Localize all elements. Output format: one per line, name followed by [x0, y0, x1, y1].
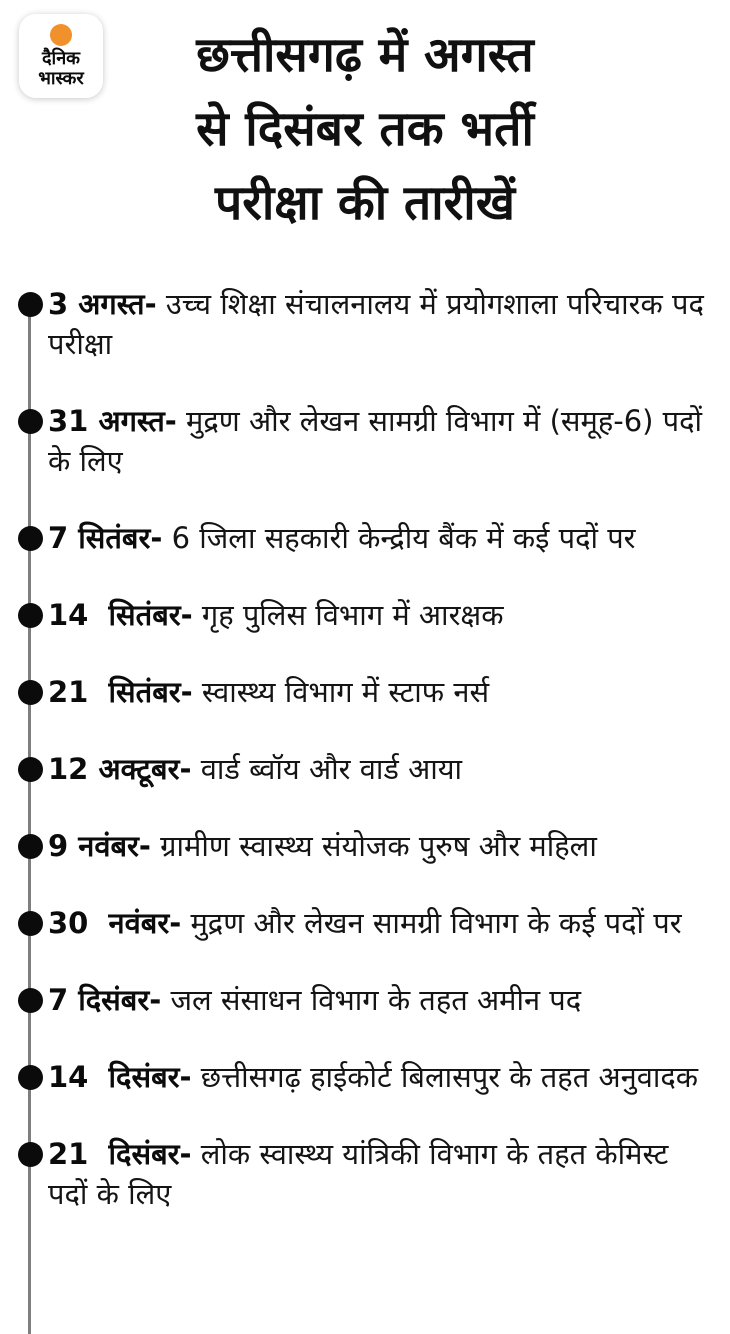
- timeline-list: [48, 284, 716, 1214]
- timeline-item-desc: छत्तीसगढ़ हाईकोर्ट बिलासपुर के तहत अनुवादक: [200, 1060, 698, 1094]
- bullet-dot-icon: [18, 603, 43, 628]
- bullet-dot-icon: [18, 526, 43, 551]
- timeline-item-desc: ग्रामीण स्वास्थ्य संयोजक पुरुष और महिला: [160, 829, 597, 863]
- page-title-line-3: परीक्षा की तारीखें: [214, 175, 515, 231]
- bullet-dot-icon: [18, 911, 43, 936]
- timeline-item-desc: लोक स्वास्थ्य यांत्रिकी विभाग के तहत केमिस्ट पदों के लिए: [48, 1137, 669, 1211]
- timeline-item: [48, 1134, 716, 1214]
- page-title-line-1: छत्तीसगढ़ में अगस्त: [196, 27, 534, 83]
- timeline-item: [48, 749, 716, 789]
- timeline-item: [48, 595, 716, 635]
- bullet-dot-icon: [18, 988, 43, 1013]
- dainik-bhaskar-logo: [19, 14, 103, 98]
- timeline-item: [48, 1057, 716, 1097]
- timeline-item-date: 21 सितंबर-: [48, 675, 193, 709]
- timeline-item-desc: उच्च शिक्षा संचालनालय में प्रयोगशाला परिचारक पद परीक्षा: [48, 287, 704, 361]
- timeline-item: [48, 980, 716, 1020]
- timeline-item-date: 9 नवंबर-: [48, 829, 151, 863]
- timeline-item-desc: स्वास्थ्य विभाग में स्टाफ नर्स: [201, 675, 490, 709]
- timeline-item: [48, 284, 716, 364]
- timeline-item-desc: जल संसाधन विभाग के तहत अमीन पद: [170, 983, 582, 1017]
- timeline-item: [48, 401, 716, 481]
- page-title-line-2: से दिसंबर तक भर्ती: [196, 101, 534, 157]
- page-title: [0, 0, 730, 240]
- timeline-item: [48, 903, 716, 943]
- logo-text-line1: दैनिक: [41, 47, 81, 69]
- bullet-dot-icon: [18, 757, 43, 782]
- timeline-item-date: 14 सितंबर-: [48, 598, 193, 632]
- timeline-item-desc: मुद्रण और लेखन सामग्री विभाग के कई पदों पर: [190, 906, 682, 940]
- bullet-dot-icon: [18, 1065, 43, 1090]
- timeline-item-date: 3 अगस्त-: [48, 287, 157, 321]
- logo-text-line2: भास्कर: [38, 67, 84, 89]
- timeline-item-date: 31 अगस्त-: [48, 404, 177, 438]
- timeline-item-desc: गृह पुलिस विभाग में आरक्षक: [201, 598, 504, 632]
- bullet-dot-icon: [18, 292, 43, 317]
- timeline-item: [48, 518, 716, 558]
- timeline-vertical-line: [28, 302, 31, 1334]
- timeline-item-desc: मुद्रण और लेखन सामग्री विभाग में (समूह-6) पदों के लिए: [48, 404, 703, 478]
- bullet-dot-icon: [18, 409, 43, 434]
- logo-sun-dot-icon: [50, 24, 72, 46]
- bullet-dot-icon: [18, 834, 43, 859]
- timeline-item-date: 12 अक्टूबर-: [48, 752, 192, 786]
- timeline-item-desc: वार्ड ब्वॉय और वार्ड आया: [200, 752, 463, 786]
- timeline-item-date: 14 दिसंबर-: [48, 1060, 192, 1094]
- timeline-item-date: 30 नवंबर-: [48, 906, 182, 940]
- timeline-item-desc: 6 जिला सहकारी केन्द्रीय बैंक में कई पदों पर: [171, 521, 636, 555]
- timeline-item-date: 7 दिसंबर-: [48, 983, 162, 1017]
- bullet-dot-icon: [18, 680, 43, 705]
- bullet-dot-icon: [18, 1142, 43, 1167]
- timeline-item-date: 21 दिसंबर-: [48, 1137, 192, 1171]
- timeline-item-date: 7 सितंबर-: [48, 521, 163, 555]
- timeline-item: [48, 672, 716, 712]
- timeline-item: [48, 826, 716, 866]
